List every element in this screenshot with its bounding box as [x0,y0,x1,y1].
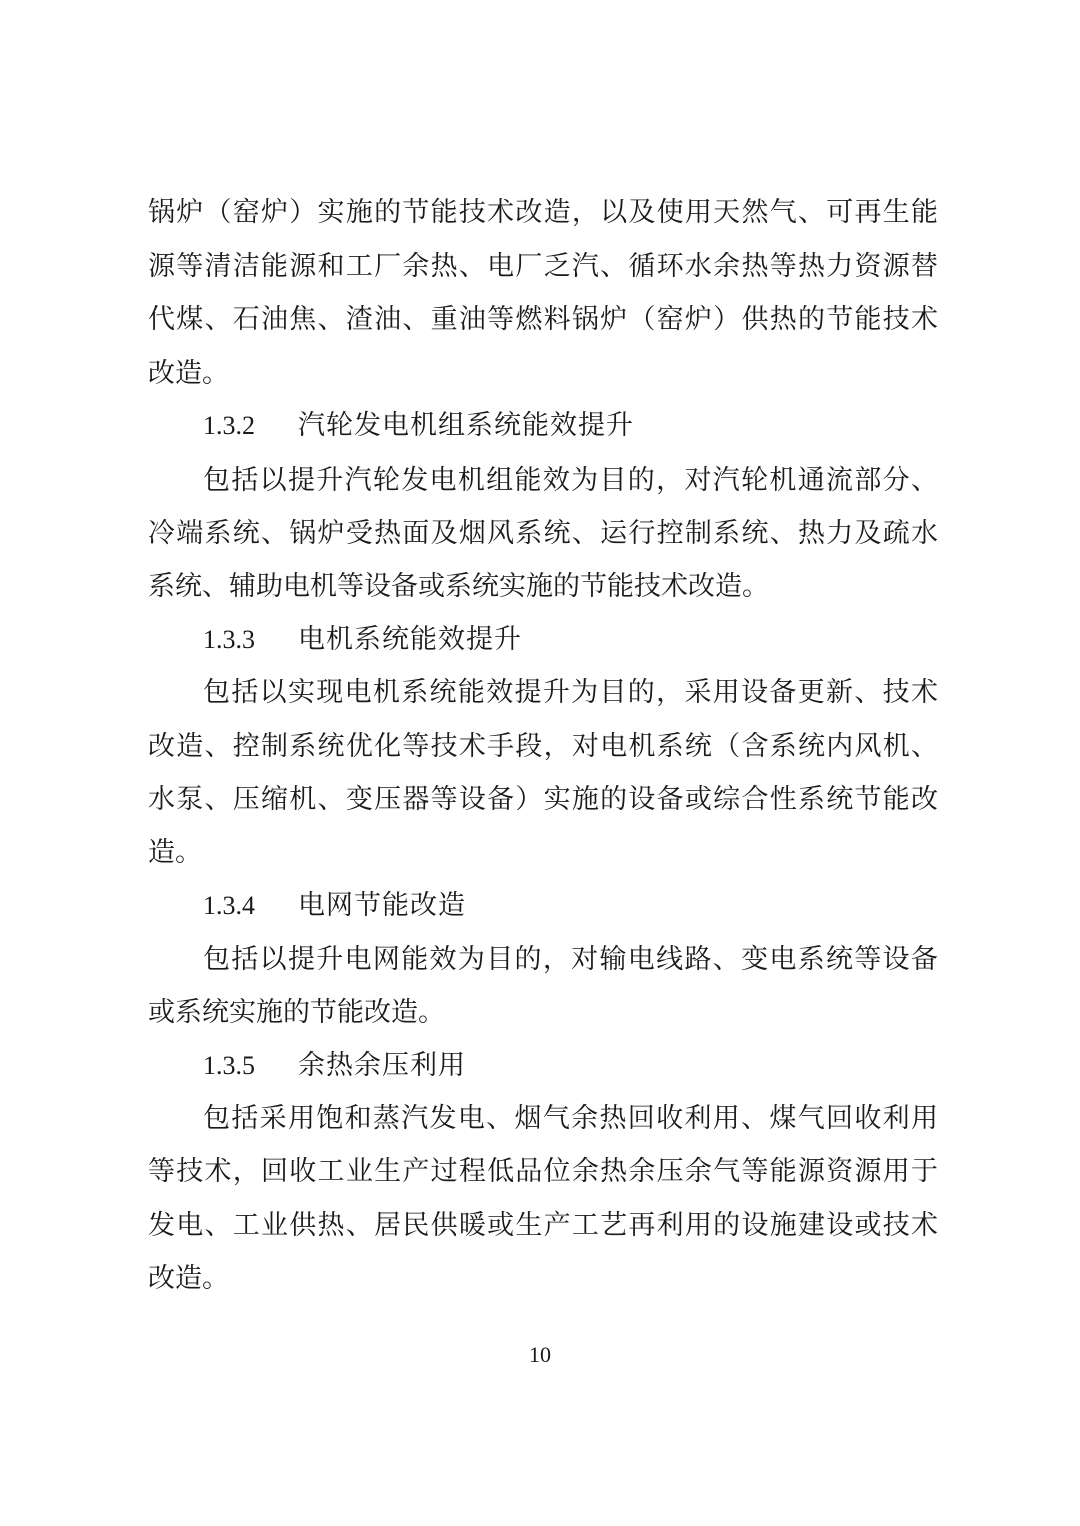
s134-line-2: 或系统实施的节能改造。 [148,997,445,1028]
page-number: 10 [529,1342,551,1367]
intro-line-4: 改造。 [148,358,229,389]
intro-line-1: 锅炉（窑炉）实施的节能技术改造，以及使用天然气、可再生能 [148,197,938,228]
s134-line-1: 包括以提升电网能效为目的，对输电线路、变电系统等设备 [203,944,938,975]
section-heading-1-3-3 [203,618,522,662]
s132-line-3: 系统、辅助电机等设备或系统实施的节能技术改造。 [148,571,769,602]
s133-line-1: 包括以实现电机系统能效提升为目的，采用设备更新、技术 [203,677,938,708]
section-number: 1.3.4 [203,891,255,920]
intro-line-3: 代煤、石油焦、渣油、重油等燃料锅炉（窑炉）供热的节能技术 [148,304,938,335]
s133-line-4: 造。 [148,837,202,868]
section-heading-1-3-5 [203,1044,466,1088]
s132-line-2: 冷端系统、锅炉受热面及烟风系统、运行控制系统、热力及疏水 [148,518,938,549]
s135-line-3: 发电、工业供热、居民供暖或生产工艺再利用的设施建设或技术 [148,1210,938,1241]
s135-line-1: 包括采用饱和蒸汽发电、烟气余热回收利用、煤气回收利用 [203,1103,938,1134]
section-title: 汽轮发电机组系统能效提升 [298,410,634,441]
section-heading-1-3-2 [203,404,634,448]
intro-line-2: 源等清洁能源和工厂余热、电厂乏汽、循环水余热等热力资源替 [148,251,938,282]
s135-line-2: 等技术，回收工业生产过程低品位余热余压余气等能源资源用于 [148,1156,938,1187]
section-number: 1.3.5 [203,1051,255,1080]
section-number: 1.3.3 [203,625,255,654]
section-title: 电机系统能效提升 [298,624,522,655]
s133-line-2: 改造、控制系统优化等技术手段，对电机系统（含系统内风机、 [148,731,938,762]
section-number: 1.3.2 [203,411,255,440]
section-title: 电网节能改造 [298,890,466,921]
s132-line-1: 包括以提升汽轮发电机组能效为目的，对汽轮机通流部分、 [203,465,938,496]
section-title: 余热余压利用 [298,1050,466,1081]
s135-line-4: 改造。 [148,1263,229,1294]
section-heading-1-3-4 [203,884,466,928]
s133-line-3: 水泵、压缩机、变压器等设备）实施的设备或综合性系统节能改 [148,784,938,815]
